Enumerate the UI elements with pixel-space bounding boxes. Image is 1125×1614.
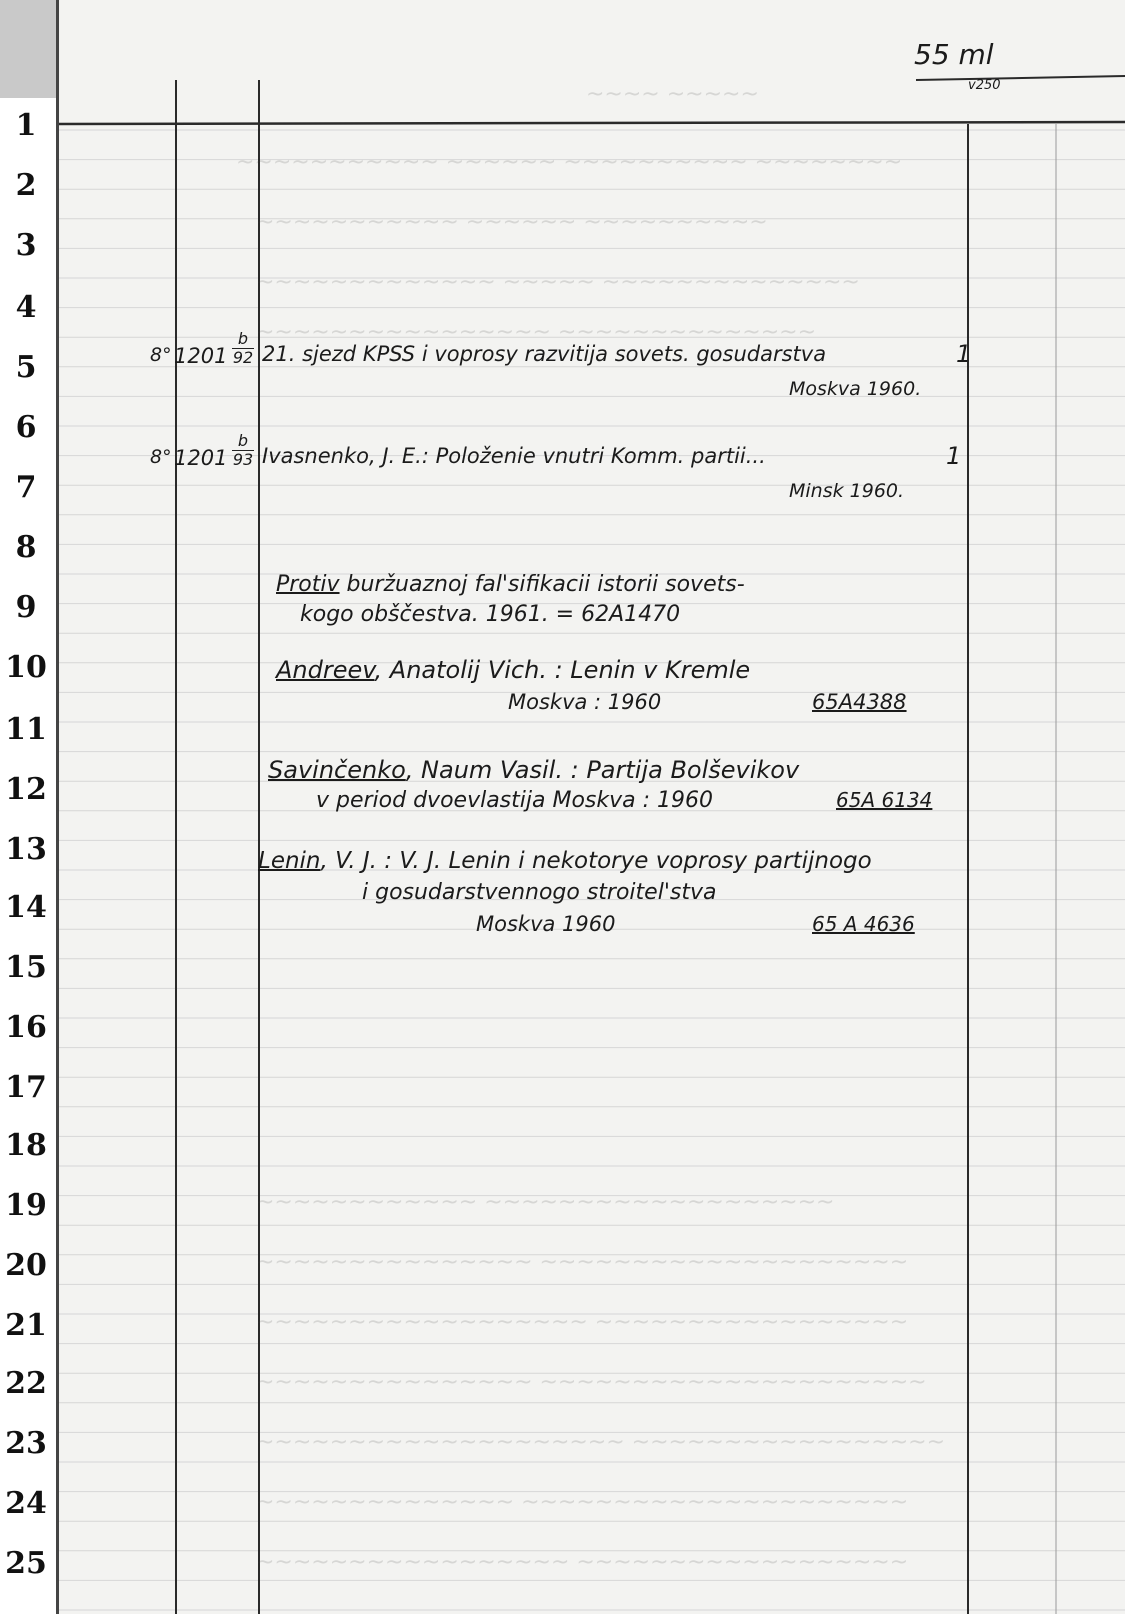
line-number: 14 [5, 890, 47, 925]
note-title: , Anatolij Vich. : Lenin v Kremle [374, 656, 751, 684]
line-number: 19 [5, 1188, 47, 1223]
line-number: 22 [5, 1366, 47, 1401]
bleed-through: ~~~~~~~~~~~~~ ~~~~~ ~~~~~~~~~~~~~~ [256, 270, 860, 295]
entry-size: 8° [150, 344, 172, 366]
bleed-through: ~~~~~~~~~~~~~~~~~~~~ ~~~~~~~~~~~~~~~~~ [256, 1430, 946, 1455]
line-number: 21 [5, 1308, 47, 1343]
note-title: , V. J. : V. J. Lenin i nekotorye voprosy partijnogo [320, 848, 872, 874]
fraction-top: b [237, 431, 249, 450]
line-number: 3 [15, 228, 37, 263]
line-number: 12 [5, 772, 47, 807]
line-number: 7 [15, 470, 37, 505]
note-imprint: Moskva : 1960 [508, 690, 662, 714]
note-signature: 65A4388 [812, 690, 907, 714]
line-number: 4 [15, 290, 37, 325]
bleed-through: ~~~~~~~~~~~~~~~ ~~~~~~~~~~~~~~~~~~~~~ [256, 1370, 927, 1395]
note-title: buržuaznoj fal'sifikacii istorii sovets- [339, 572, 745, 597]
gutter-top-block [0, 0, 56, 98]
page-mark-rule [916, 76, 1125, 80]
bleed-through: ~~~~~~~~~~~~~~ ~~~~~~~~~~~~~~~~~~~~~ [256, 1490, 909, 1515]
bleed-through: ~~~~~~~~~~~ ~~~~~~ ~~~~~~~~~~ [256, 210, 768, 235]
entry-shelf: 1201 [174, 344, 228, 368]
note-signature: 65A 6134 [836, 788, 933, 812]
fraction-bottom: 92 [232, 348, 254, 367]
bleed-through: ~~~~~~~~~~~~ ~~~~~~~~~~~~~~~~~~~ [256, 1190, 835, 1215]
page-left-edge [56, 0, 59, 1614]
fraction-top: b [237, 329, 249, 348]
note-author: Andreev [276, 656, 375, 684]
entry-title: Ivasnenko, J. E.: Položenie vnutri Komm. partii... [262, 444, 766, 468]
note-author: Savinčenko [268, 756, 406, 784]
line-number: 5 [15, 350, 37, 385]
page-mark-small: v250 [968, 78, 1001, 93]
bleed-through: ~~~~ ~~~~~ [586, 82, 759, 107]
line-number: 25 [5, 1546, 47, 1581]
fraction-bottom: 93 [232, 450, 254, 469]
note-imprint: Moskva 1960 [476, 912, 616, 936]
note-author: Lenin [258, 848, 321, 874]
line-number: 24 [5, 1486, 47, 1521]
entry-place-year: Minsk 1960. [789, 480, 905, 502]
line-number: 8 [15, 530, 37, 565]
note-subline: i gosudarstvennogo stroitel'stva [362, 880, 717, 905]
bleed-through: ~~~~~~~~~~~~~~~ ~~~~~~~~~~~~~~~~~~~~ [256, 1250, 909, 1275]
line-number: 13 [5, 832, 47, 867]
line-number-gutter [0, 0, 56, 1614]
entry-size: 8° [150, 446, 172, 468]
entry-title: 21. sjezd KPSS i voprosy razvitija sovets. gosudarstva [262, 342, 827, 366]
entry-fraction [232, 432, 254, 469]
line-number: 2 [15, 168, 37, 203]
line-number: 16 [5, 1010, 47, 1045]
line-number: 11 [5, 712, 47, 747]
line-number: 1 [15, 108, 37, 143]
header-rule [56, 122, 1125, 124]
entry-count: 1 [956, 340, 972, 368]
line-number: 9 [15, 590, 37, 625]
note-author: Protiv [276, 572, 340, 597]
line-number: 23 [5, 1426, 47, 1461]
entry-shelf: 1201 [174, 446, 228, 470]
note-line [300, 602, 680, 627]
line-number: 18 [5, 1128, 47, 1163]
bleed-through: ~~~~~~~~~~~~~~~~~ ~~~~~~~~~~~~~~~~~~ [256, 1550, 909, 1575]
line-number: 17 [5, 1070, 47, 1105]
note-line [276, 656, 750, 684]
note-signature: 65 A 4636 [812, 912, 915, 936]
note-title: , Naum Vasil. : Partija Bolševikov [405, 756, 800, 784]
bleed-through: ~~~~~~~~~~~ ~~~~~~ ~~~~~~~~~~ ~~~~~~~~ [236, 150, 903, 175]
note-line [258, 848, 872, 874]
line-number: 6 [15, 410, 37, 445]
ledger-page [56, 0, 1125, 1614]
line-number: 20 [5, 1248, 47, 1283]
page-mark: 55 ml [914, 38, 994, 71]
note-line [268, 756, 799, 784]
entry-fraction [232, 330, 254, 367]
bleed-through: ~~~~~~~~~~~~~~~~~~ ~~~~~~~~~~~~~~~~~ [256, 1310, 909, 1335]
note-subline: kogo obščestva. 1961. = 62A1470 [300, 602, 681, 627]
line-number: 15 [5, 950, 47, 985]
entry-count: 1 [946, 442, 962, 470]
note-imprint: v period dvoevlastija Moskva : 1960 [316, 788, 713, 813]
note-line [276, 572, 745, 597]
entry-place-year: Moskva 1960. [789, 378, 922, 400]
line-number: 10 [5, 650, 47, 685]
bleed-through: ~~~~~~~~~~~~~~~~ ~~~~~~~~~~~~~~ [256, 320, 817, 345]
